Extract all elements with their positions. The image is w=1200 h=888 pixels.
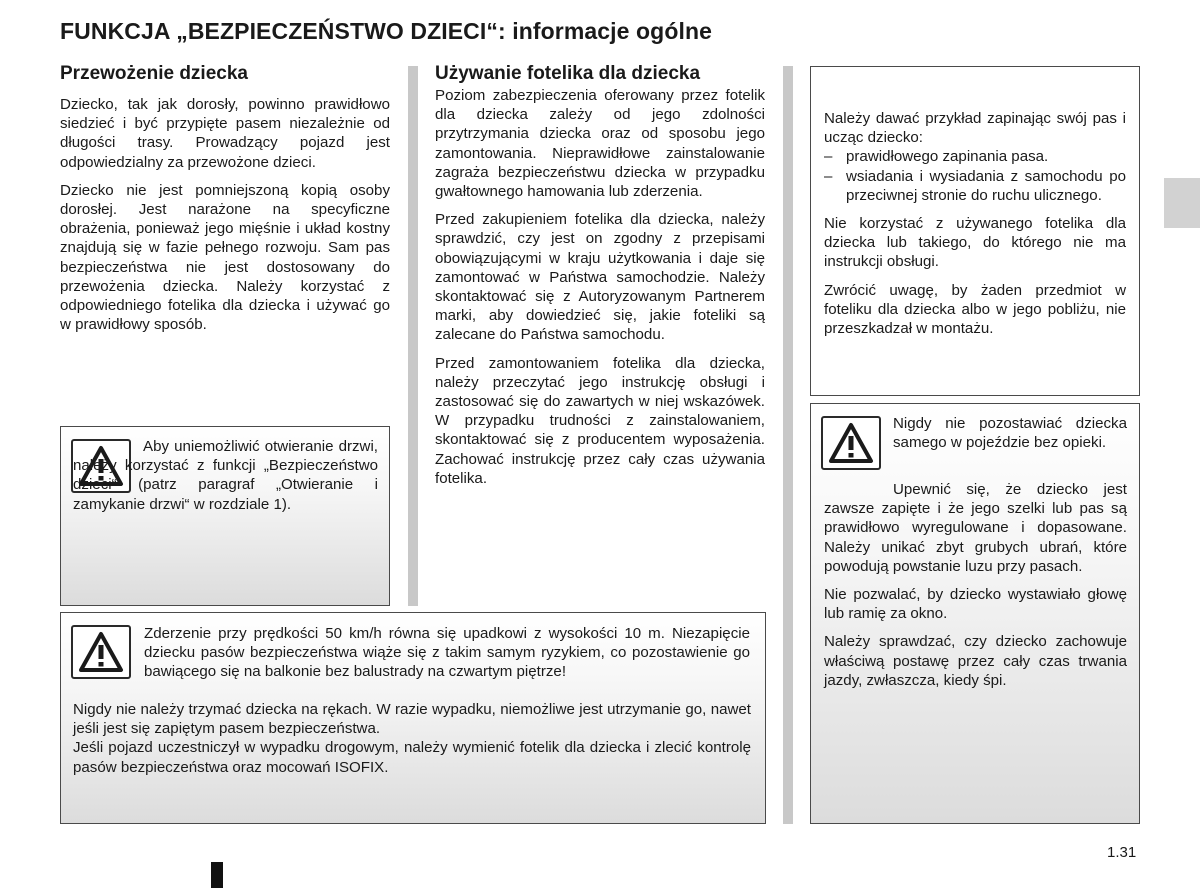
info-box-content [824,109,1126,338]
warning-text: Nigdy nie należy trzymać dziecka na rękach. W razie wypadku, niemożliwe jest utrzymanie go, nawet jeśli jest się zapiętym pasem bezpieczeństwa. [73,701,751,738]
chapter-tab [1164,178,1200,228]
paragraph: Przed zakupieniem fotelika dla dziecka, należy sprawdzić, czy jest on zgodny z przepisami obowiązującymi w kraju użytkowania i daje się zamontować w Państwa samochodzie. Należy skontaktować się z Autoryzowanym Partnerem marki, aby dowiedzieć się, jakie foteliki są zalecane do Państwa samochodu. [435,211,765,344]
paragraph: Poziom zabezpieczenia oferowany przez fotelik dla dziecka zależy od jego zdolności przytrzymania dziecka oraz od sposobu jego zamontowania. Nieprawidłowe zainstalowanie zagraża bezpieczeństwu dziecka w przypadku gwałtownego hamowania lub zderzenia. [435,87,765,201]
warning-box-collision [60,612,766,824]
warning-triangle-icon [821,416,881,470]
warning-text: Nie pozwalać, by dziecko wystawiało głowę lub ramię za okno. [824,586,1127,623]
crop-mark [211,862,223,888]
paragraph: Przed zamontowaniem fotelika dla dziecka, należy przeczytać jego instrukcję obsługi i zastosować się do zawartych w niej wskazówek. W przypadku trudności z zainstalowaniem, skontaktować się z producentem wyposażenia. Zachować instrukcję przez cały czas używania fotelika. [435,354,765,487]
page-title: FUNKCJA „BEZPIECZEŃSTWO DZIECI“: informacje ogólne [60,18,713,44]
list-item [824,167,1126,205]
list-item [824,147,1126,166]
paragraph: Należy dawać przykład zapinając swój pas i ucząc dziecko: [824,110,1126,147]
warning-text: Nigdy nie pozostawiać dziecka samego w pojeździe bez opieki. [893,415,1127,452]
page-number: 1.31 [1107,844,1137,861]
info-box-setting-example [810,66,1140,396]
warning-text: Zderzenie przy prędkości 50 km/h równa się upadkowi z wysokości 10 m. Niezapięcie dziecku pasów bezpieczeństwa wiąże się z takim samym ryzykiem, co pozostawienie go bawiącego się na balkonie bez balustrady na czwartym piętrze! [144,625,750,681]
warning-text: Upewnić się, że dziecko jest zawsze zapięte i że jego szelki lub pas są prawidłowo wyregulowane i dopasowane. Należy unikać zbyt grubych ubrań, które powodują powstanie luzu przy pasach. [824,481,1127,575]
list-item-text: prawidłowego zapinania pasa. [846,148,1049,166]
section-heading-child-seat: Używanie fotelika dla dziecka [435,63,701,84]
list-item-text: wsiadania i wysiadania z samochodu po przeciwnej stronie do ruchu ulicznego. [846,167,1126,204]
column-divider [408,66,418,606]
warning-text: Należy sprawdzać, czy dziecko zachowuje właściwą postawę przez cały czas trwania jazdy, zwłaszcza, kiedy śpi. [824,633,1127,689]
paragraph: Dziecko, tak jak dorosły, powinno prawidłowo siedzieć i być przypięte pasem niezależnie od długości trasy. Prowadzący pojazd jest odpowiedzialny za przewożone dzieci. [60,96,390,171]
paragraph: Dziecko nie jest pomniejszoną kopią osoby dorosłej. Jest narażone na specyficzne obrażenia, ponieważ jego mięśnie i układ kostny znajdują się w fazie pełnego rozwoju. Sam pas bezpieczeństwa nie jest dostosowany do przewożenia dziecka. Należy korzystać z odpowiedniego fotelika dla dziecka i używać go w prawidłowy sposób. [60,181,390,334]
column-divider [783,66,793,824]
warning-triangle-icon [71,625,131,679]
dash-marker: – [824,148,833,166]
paragraph: Nie korzystać z używanego fotelika dla dziecka lub takiego, do którego nie ma instrukcji obsługi. [824,215,1126,271]
warning-text: Aby uniemożliwić otwieranie drzwi, należy korzystać z funkcji „Bezpieczeństwo dzieci“ (patrz paragraf „Otwieranie i zamykanie drzwi“ w rozdziale 1). [73,438,378,513]
dash-marker: – [824,167,833,185]
warning-text-group [73,700,751,777]
section-heading-transport: Przewożenie dziecka [60,63,248,84]
warning-text: Jeśli pojazd uczestniczył w wypadku drogowym, należy wymienić fotelik dla dziecka i zlecić kontrolę pasów bezpieczeństwa oraz mocowań ISOFIX. [73,739,751,776]
warning-text-group [824,480,1127,690]
section-child-seat-text [435,86,765,488]
paragraph: Zwrócić uwagę, by żaden przedmiot w foteliku dla dziecka albo w jego pobliżu, nie przeszkadzał w montażu. [824,281,1126,338]
warning-box-unattended-child [810,403,1140,824]
warning-box-door-lock [60,426,390,606]
section-transport-text [60,95,390,334]
